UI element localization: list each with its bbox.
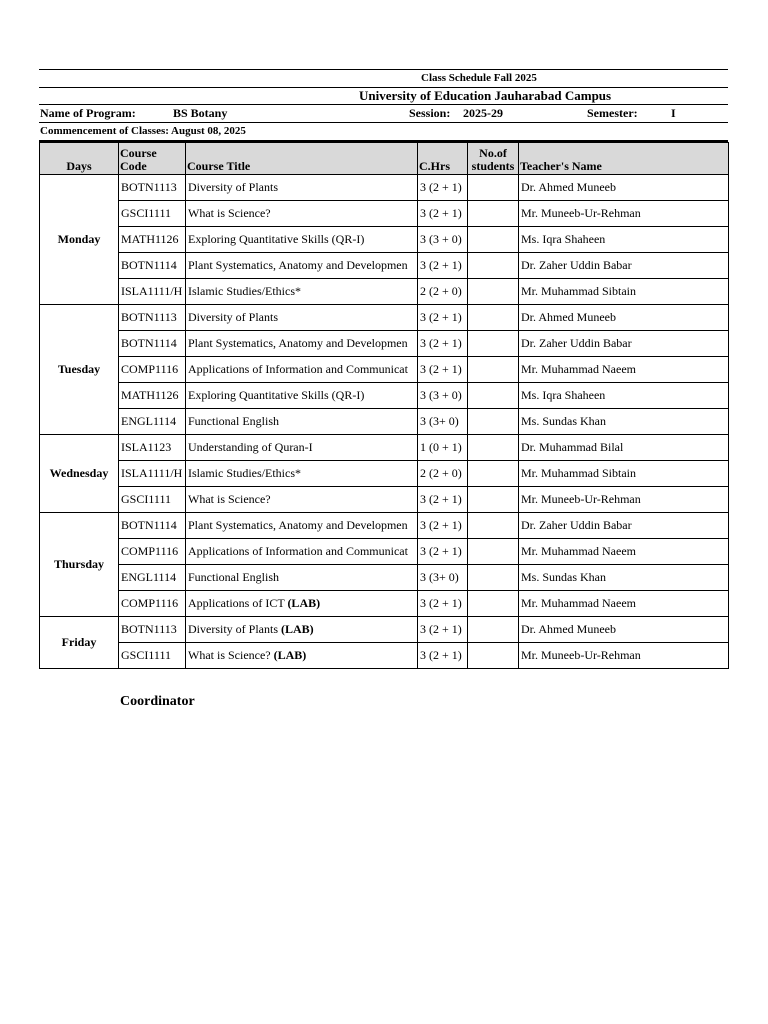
table-row (40, 383, 729, 409)
course-code-cell: ISLA1111/H (119, 461, 186, 487)
university-name: University of Education Jauharabad Campus (359, 88, 612, 103)
table-row (40, 201, 729, 227)
teacher-cell: Mr. Muneeb-Ur-Rehman (519, 201, 729, 227)
course-title-cell (186, 539, 418, 565)
table-row (40, 227, 729, 253)
course-title-text: What is Science? (188, 492, 271, 506)
col-course-code: Course Code (119, 143, 186, 175)
course-title-cell (186, 409, 418, 435)
students-cell (468, 643, 519, 669)
credit-hours-cell: 3 (2 + 1) (418, 357, 468, 383)
course-code-cell: GSCI1111 (119, 643, 186, 669)
teacher-cell: Dr. Zaher Uddin Babar (519, 331, 729, 357)
credit-hours-cell: 2 (2 + 0) (418, 279, 468, 305)
course-code-cell: GSCI1111 (119, 487, 186, 513)
teacher-cell: Dr. Ahmed Muneeb (519, 175, 729, 201)
table-row (40, 175, 729, 201)
day-cell: Thursday (40, 513, 119, 617)
teacher-cell: Mr. Muhammad Sibtain (519, 279, 729, 305)
course-code-cell: GSCI1111 (119, 201, 186, 227)
students-cell (468, 539, 519, 565)
students-cell (468, 305, 519, 331)
course-title-text: Understanding of Quran-I (188, 440, 313, 454)
credit-hours-cell: 3 (3+ 0) (418, 565, 468, 591)
course-code-cell: ISLA1111/H (119, 279, 186, 305)
course-code-cell: ENGL1114 (119, 409, 186, 435)
course-code-cell: MATH1126 (119, 383, 186, 409)
teacher-cell: Dr. Muhammad Bilal (519, 435, 729, 461)
program-value: BS Botany (173, 106, 228, 120)
day-cell: Tuesday (40, 305, 119, 435)
day-cell: Wednesday (40, 435, 119, 513)
table-row (40, 617, 729, 643)
students-cell (468, 227, 519, 253)
course-title-cell (186, 461, 418, 487)
course-title-text: Exploring Quantitative Skills (QR-I) (188, 388, 365, 402)
commencement-text: Commencement of Classes: August 08, 2025 (40, 125, 246, 137)
lab-tag: (LAB) (287, 596, 321, 610)
table-row (40, 305, 729, 331)
credit-hours-cell: 3 (2 + 1) (418, 305, 468, 331)
course-title-cell (186, 305, 418, 331)
semester-value: I (671, 106, 676, 120)
teacher-cell: Ms. Iqra Shaheen (519, 227, 729, 253)
credit-hours-cell: 1 (0 + 1) (418, 435, 468, 461)
session-value: 2025-29 (463, 106, 503, 120)
students-cell (468, 565, 519, 591)
course-title-text: Functional English (188, 570, 279, 584)
table-row (40, 331, 729, 357)
course-title-cell (186, 227, 418, 253)
lab-tag: (LAB) (281, 622, 314, 636)
course-title-cell (186, 591, 418, 617)
course-code-cell: COMP1116 (119, 357, 186, 383)
course-title-cell (186, 487, 418, 513)
teacher-cell: Mr. Muneeb-Ur-Rehman (519, 487, 729, 513)
course-title-text: What is Science? (188, 648, 271, 662)
course-title-text: Diversity of Plants (188, 180, 278, 194)
program-label: Name of Program: (40, 106, 136, 120)
teacher-cell: Ms. Sundas Khan (519, 565, 729, 591)
course-title-text: Diversity of Plants (188, 622, 278, 636)
schedule-sheet (39, 69, 728, 669)
day-cell: Friday (40, 617, 119, 669)
coordinator-label: Coordinator (120, 694, 195, 709)
table-row (40, 409, 729, 435)
column-header-row (40, 143, 729, 175)
students-cell (468, 253, 519, 279)
course-title-text: Applications of Information and Communicat (188, 544, 408, 558)
schedule-title: Class Schedule Fall 2025 (421, 72, 537, 84)
credit-hours-cell: 3 (2 + 1) (418, 331, 468, 357)
course-title-text: Applications of ICT (188, 596, 285, 610)
course-title-cell (186, 253, 418, 279)
students-cell (468, 409, 519, 435)
course-title-text: Diversity of Plants (188, 310, 278, 324)
course-code-cell: BOTN1113 (119, 617, 186, 643)
course-title-cell (186, 331, 418, 357)
col-course-title: Course Title (186, 143, 418, 175)
teacher-cell: Ms. Iqra Shaheen (519, 383, 729, 409)
course-title-text: Plant Systematics, Anatomy and Developmen (188, 518, 408, 532)
students-cell (468, 279, 519, 305)
credit-hours-cell: 3 (2 + 1) (418, 591, 468, 617)
table-row (40, 591, 729, 617)
table-row (40, 539, 729, 565)
students-cell (468, 461, 519, 487)
course-code-cell: MATH1126 (119, 227, 186, 253)
course-code-cell: BOTN1113 (119, 175, 186, 201)
credit-hours-cell: 3 (2 + 1) (418, 201, 468, 227)
teacher-cell: Ms. Sundas Khan (519, 409, 729, 435)
credit-hours-cell: 3 (2 + 1) (418, 253, 468, 279)
credit-hours-cell: 3 (2 + 1) (418, 175, 468, 201)
course-code-cell: BOTN1114 (119, 513, 186, 539)
students-cell (468, 175, 519, 201)
course-title-cell (186, 435, 418, 461)
col-teacher: Teacher's Name (519, 143, 729, 175)
commencement-row (39, 122, 728, 142)
credit-hours-cell: 2 (2 + 0) (418, 461, 468, 487)
teacher-cell: Dr. Ahmed Muneeb (519, 305, 729, 331)
teacher-cell: Mr. Muneeb-Ur-Rehman (519, 643, 729, 669)
course-code-cell: BOTN1113 (119, 305, 186, 331)
course-title-text: Plant Systematics, Anatomy and Developmen (188, 336, 408, 350)
teacher-cell: Dr. Zaher Uddin Babar (519, 513, 729, 539)
course-code-cell: COMP1116 (119, 591, 186, 617)
course-title-text: Applications of Information and Communicat (188, 362, 408, 376)
table-row (40, 643, 729, 669)
course-title-text: Exploring Quantitative Skills (QR-I) (188, 232, 365, 246)
schedule-body (40, 175, 729, 669)
credit-hours-cell: 3 (3 + 0) (418, 383, 468, 409)
lab-tag: (LAB) (273, 648, 307, 662)
course-title-cell (186, 565, 418, 591)
credit-hours-cell: 3 (2 + 1) (418, 513, 468, 539)
students-cell (468, 591, 519, 617)
course-code-cell: COMP1116 (119, 539, 186, 565)
course-code-cell: ENGL1114 (119, 565, 186, 591)
course-title-cell (186, 617, 418, 643)
students-cell (468, 357, 519, 383)
credit-hours-cell: 3 (2 + 1) (418, 643, 468, 669)
students-cell (468, 617, 519, 643)
course-title-cell (186, 175, 418, 201)
col-days: Days (40, 143, 119, 175)
table-row (40, 279, 729, 305)
course-title-cell (186, 383, 418, 409)
course-title-text: Plant Systematics, Anatomy and Developmen (188, 258, 408, 272)
students-cell (468, 487, 519, 513)
students-cell (468, 201, 519, 227)
teacher-cell: Dr. Zaher Uddin Babar (519, 253, 729, 279)
course-title-text: Islamic Studies/Ethics* (188, 284, 301, 298)
credit-hours-cell: 3 (2 + 1) (418, 487, 468, 513)
semester-label: Semester: (587, 106, 638, 120)
credit-hours-cell: 3 (2 + 1) (418, 617, 468, 643)
teacher-cell: Dr. Ahmed Muneeb (519, 617, 729, 643)
credit-hours-cell: 3 (3+ 0) (418, 409, 468, 435)
title-row (39, 69, 728, 87)
day-cell: Monday (40, 175, 119, 305)
course-title-cell (186, 643, 418, 669)
program-row (39, 104, 728, 122)
teacher-cell: Mr. Muhammad Naeem (519, 357, 729, 383)
schedule-table (39, 142, 729, 669)
students-cell (468, 331, 519, 357)
table-row (40, 253, 729, 279)
course-code-cell: ISLA1123 (119, 435, 186, 461)
teacher-cell: Mr. Muhammad Naeem (519, 591, 729, 617)
table-row (40, 461, 729, 487)
table-row (40, 487, 729, 513)
course-code-cell: BOTN1114 (119, 253, 186, 279)
course-title-cell (186, 279, 418, 305)
course-title-text: Islamic Studies/Ethics* (188, 466, 301, 480)
session-label: Session: (409, 106, 451, 120)
course-code-cell: BOTN1114 (119, 331, 186, 357)
course-title-text: What is Science? (188, 206, 271, 220)
students-cell (468, 435, 519, 461)
table-row (40, 435, 729, 461)
col-students: No.of students (468, 143, 519, 175)
students-cell (468, 513, 519, 539)
course-title-text: Functional English (188, 414, 279, 428)
course-title-cell (186, 201, 418, 227)
students-cell (468, 383, 519, 409)
teacher-cell: Mr. Muhammad Sibtain (519, 461, 729, 487)
credit-hours-cell: 3 (2 + 1) (418, 539, 468, 565)
course-title-cell (186, 513, 418, 539)
credit-hours-cell: 3 (3 + 0) (418, 227, 468, 253)
table-row (40, 357, 729, 383)
teacher-cell: Mr. Muhammad Naeem (519, 539, 729, 565)
table-row (40, 513, 729, 539)
course-title-cell (186, 357, 418, 383)
col-chrs: C.Hrs (418, 143, 468, 175)
table-row (40, 565, 729, 591)
university-row (39, 87, 728, 104)
